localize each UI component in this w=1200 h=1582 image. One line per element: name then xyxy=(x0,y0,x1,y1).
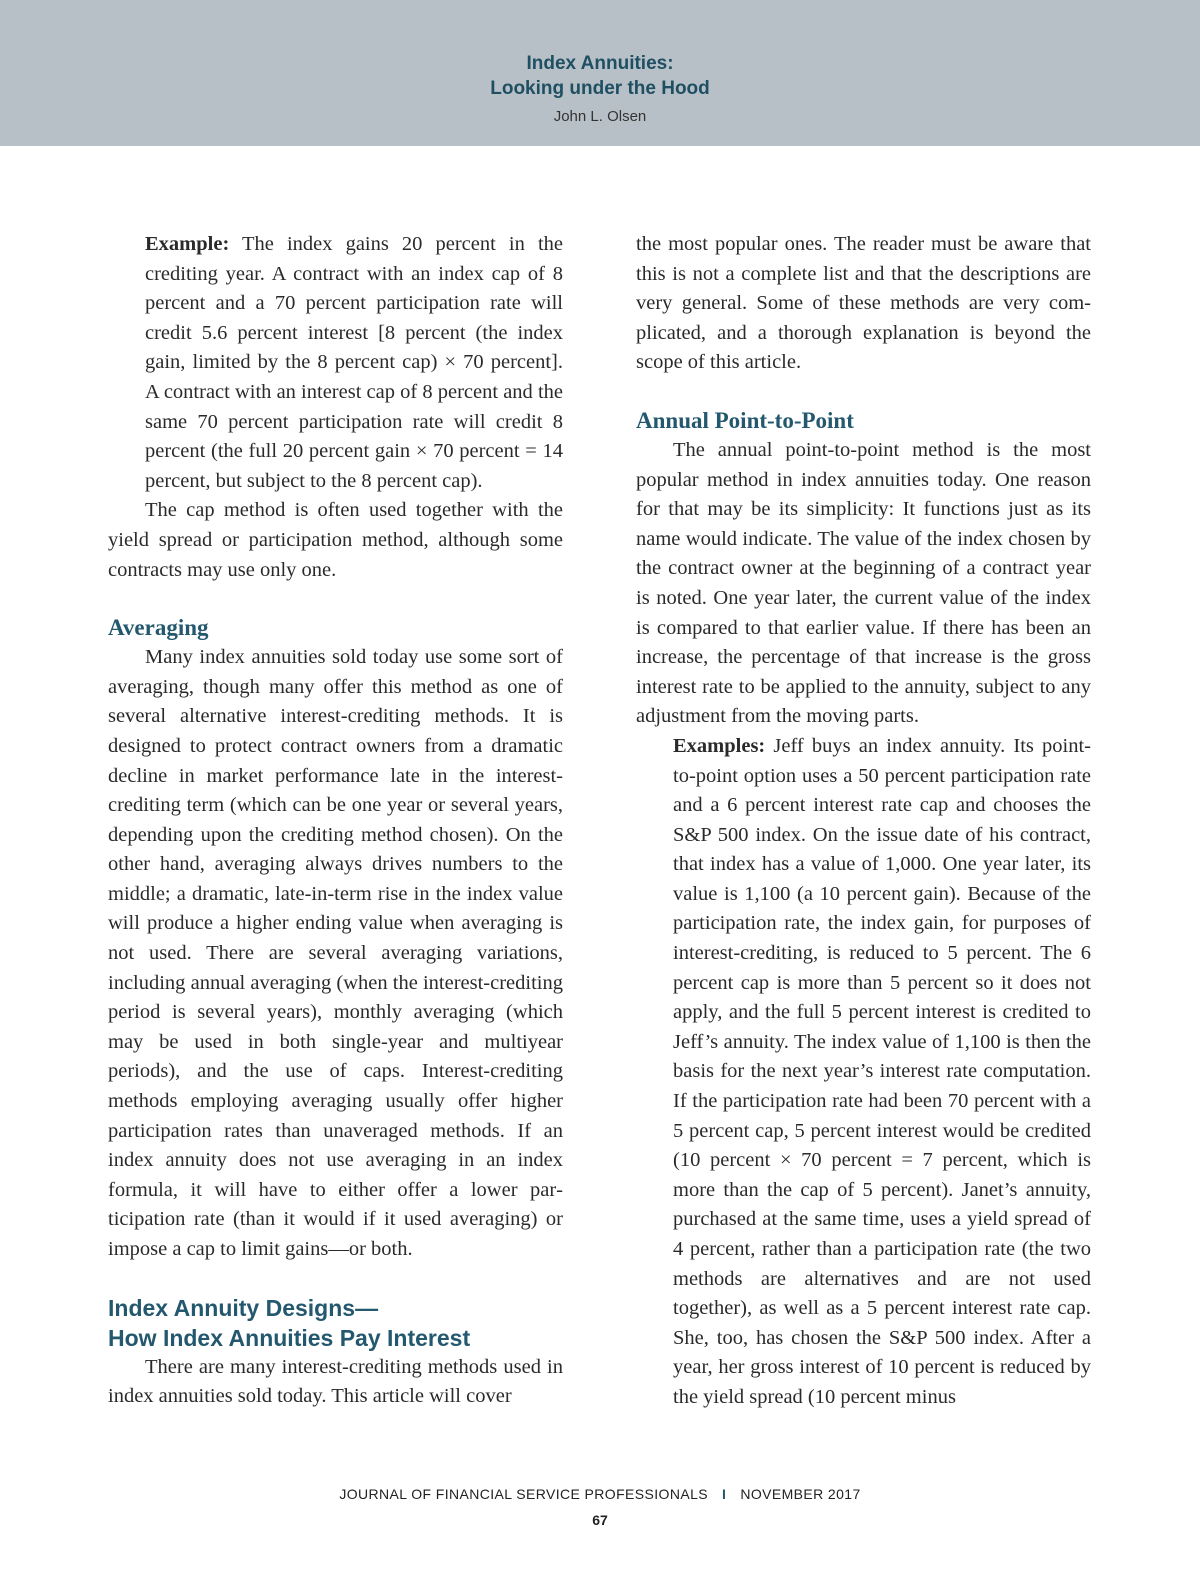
example-text: The index gains 20 percent in the crediting year. A contract with an index cap of 8 percent and a 70 percent participation rate will credit 5.6 percent interest [8 percent (the index gain, limited by the 8 percent cap) × 70 percent]. A contract with an interest cap of 8 percent and the same 70 percent participation rate will credit 8 percent (the full 20 percent gain × 70 percent = 14 percent, but subject to the 8 percent cap). xyxy=(145,233,563,492)
examples-text: Jeff buys an index annuity. Its point-to-point option uses a 50 percent participation rate and a 6 percent interest rate cap and chooses the S&P 500 index. On the issue date of his contract, that index has a value of 1,000. One year later, its value is 1,100 (a 10 percent gain). Because of the participation rate, the index gain, for purposes of interest-crediting, is reduced to 5 percent. The 6 percent cap is more than 5 percent so it does not apply, and the full 5 percent interest is credited to Jeff’s annuity. The index value of 1,100 is then the basis for the next year’s interest rate computation. If the participation rate had been 70 percent with a 5 percent cap, 5 percent interest would be credited (10 percent × 70 percent = 7 percent, which is more than the cap of 5 percent). Janet’s annuity, purchased at the same time, uses a yield spread of 4 percent, rather than a participation rate (the two methods are alternatives and are not used together), as well as a 5 percent interest rate cap. She, too, has chosen the S&P 500 index. After a year, her gross interest of 10 percent is reduced by the yield spread (10 percent minus xyxy=(673,734,1091,1408)
issue-date: NOVEMBER 2017 xyxy=(740,1486,861,1502)
examples-paragraph xyxy=(636,732,1091,1413)
page-number: 67 xyxy=(592,1512,608,1528)
article-title-line1: Index Annuities: xyxy=(526,53,674,74)
body-paragraph-averaging: Many index annuities sold today use some sort of averaging, though many offer this method as one of several alternative interest-crediting methods. It is designed to protect contract owners from a dramatic decline in market performance late in the interest-crediting term (which can be one year or several years, depending upon the crediting method chosen). On the other hand, averaging always drives numbers to the middle; a dramatic, late-in-term rise in the index value will produce a higher ending value when averaging is not used. There are several averaging variations, including annual averaging (when the interest-crediting period is several years), monthly averaging (which may be used in both single-year and multiyear periods), and the use of caps. Interest-crediting methods employing averaging usually offer higher participation rates than unaveraged methods. If an index annuity does not use averaging in an index formula, it will have to either offer a lower participation rate (than it would if it used averaging) or impose a cap to limit gains—or both. xyxy=(108,646,563,1260)
journal-name: JOURNAL OF FINANCIAL SERVICE PROFESSIONALS xyxy=(339,1486,709,1502)
body-paragraph-designs: There are many interest-crediting methods used in index annuities sold today. This article will cover xyxy=(108,1355,563,1408)
example-label: Example: xyxy=(145,233,230,255)
example-paragraph xyxy=(108,230,563,496)
body-paragraph-point-to-point: The annual point-to-point method is the most popular method in index annuities today. One reason for that may be its simplicity: It functions just as its name would indicate. The value of the index chosen by the contract owner at the beginning of a contract year is noted. One year later, the current value of the index is compared to that earlier value. If there has been an increase, the percentage of that increase is the gross interest rate to be applied to the annuity, subject to any adjustment from the moving parts. xyxy=(636,438,1091,728)
right-column xyxy=(636,230,1091,1413)
examples-label: Examples: xyxy=(673,734,766,757)
header-band xyxy=(0,0,1200,146)
section-heading-designs-line1: Index Annuity Designs— xyxy=(108,1294,379,1321)
body-paragraph-cap: The cap method is often used together with the yield spread or participation method, although some contracts may use only one. xyxy=(108,499,563,581)
left-column xyxy=(108,230,563,1412)
footer-separator: I xyxy=(722,1486,727,1502)
journal-footer xyxy=(0,1486,1200,1502)
article-author: John L. Olsen xyxy=(553,108,647,125)
section-heading-designs-line2: How Index Annuities Pay Interest xyxy=(108,1324,471,1351)
article-title-line2: Looking under the Hood xyxy=(490,78,710,99)
body-paragraph-continued: the most popular ones. The reader must be aware that this is not a complete list and that the descriptions are very general. Some of these methods are very complicated, and a thorough explanation is beyond the scope of this article. xyxy=(636,233,1091,374)
section-heading-averaging: Averaging xyxy=(108,615,209,641)
section-heading-point-to-point: Annual Point-to-Point xyxy=(636,407,854,433)
